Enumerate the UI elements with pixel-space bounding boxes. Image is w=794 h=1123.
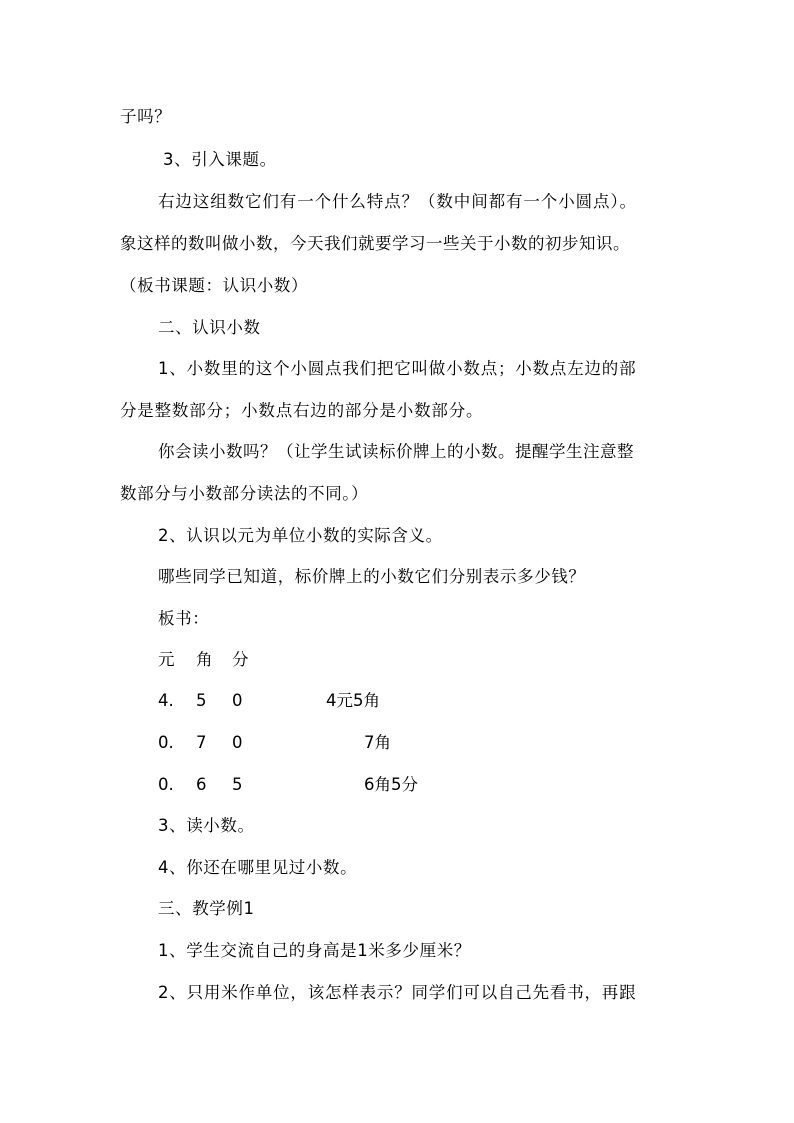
price-tag-question: 哪些同学已知道，标价牌上的小数它们分别表示多少钱？ <box>158 567 586 586</box>
table-row-3-fen: 5 <box>232 775 243 794</box>
meter-unit-paragraph: 2、只用米作单位，该怎样表示？同学们可以自己先看书，再跟 <box>158 983 637 1002</box>
table-row-2-meaning: 7角 <box>364 733 391 752</box>
decimal-point-definition: 1、小数里的这个小圆点我们把它叫做小数点；小数点左边的部 <box>158 359 637 378</box>
height-exchange-paragraph: 1、学生交流自己的身高是1米多少厘米？ <box>158 941 471 960</box>
table-row-1-meaning: 4元5角 <box>326 691 380 710</box>
table-row-3-jiao: 6 <box>196 775 207 794</box>
step-2-heading: 2、认识以元为单位小数的实际含义。 <box>158 526 443 545</box>
step-4-where-seen: 4、你还在哪里见过小数。 <box>158 858 358 877</box>
explanation-paragraph: 象这样的数叫做小数，今天我们就要学习一些关于小数的初步知识。 <box>120 234 630 253</box>
section-3-heading: 三、教学例1 <box>158 899 255 918</box>
table-header-yuan: 元 <box>158 650 175 669</box>
table-row-3-yuan: 0. <box>158 775 174 794</box>
step-3-heading: 3、引入课题。 <box>163 150 277 169</box>
table-row-1-fen: 0 <box>232 691 243 710</box>
question-paragraph: 右边这组数它们有一个什么特点？（数中间都有一个小圆点）。 <box>158 192 637 211</box>
table-row-1-yuan: 4. <box>158 691 174 710</box>
board-title-note: （板书课题：认识小数） <box>120 276 309 295</box>
table-row-3-meaning: 6角5分 <box>364 775 418 794</box>
table-header-jiao: 角 <box>196 650 213 669</box>
reading-question-paragraph: 你会读小数吗？（让学生试读标价牌上的小数。提醒学生注意整 <box>158 442 634 461</box>
paragraph-continuation: 子吗？ <box>120 107 172 126</box>
table-row-2-fen: 0 <box>232 733 243 752</box>
table-row-1-jiao: 5 <box>196 691 207 710</box>
board-label: 板书： <box>158 609 210 628</box>
decimal-parts-definition: 分是整数部分；小数点右边的部分是小数部分。 <box>120 401 484 420</box>
reading-question-continuation: 数部分与小数部分读法的不同。） <box>120 484 369 503</box>
table-row-2-jiao: 7 <box>196 733 207 752</box>
section-2-heading: 二、认识小数 <box>158 318 261 337</box>
table-row-2-yuan: 0. <box>158 733 174 752</box>
step-3-read-decimals: 3、读小数。 <box>158 816 255 835</box>
table-header-fen: 分 <box>232 650 249 669</box>
